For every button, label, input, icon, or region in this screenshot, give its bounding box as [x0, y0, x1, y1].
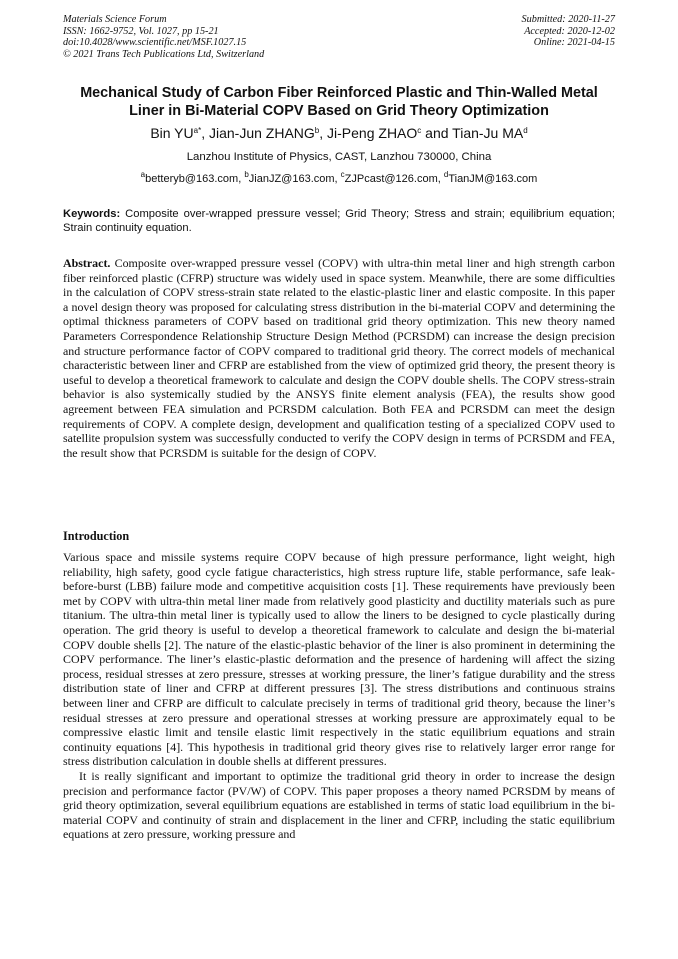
author-name: Tian-Ju MA: [452, 125, 524, 141]
intro-paragraph: It is really significant and important to optimize the traditional grid theory in order to increase the design precision and performance factor (PV/W) of COPV. This paper proposes a theory named PCRSDM by means of grid theory optimization, several equilibrium equations are established in terms of static load equilibrium in the bi-material COPV and continuity of strain and displacement in the liner and CFRP, including the static equilibrium equations at zero pressure, working pressure and: [63, 768, 615, 842]
intro-paragraph: Various space and missile systems require COPV because of high pressure performance, light weight, high reliability, high safety, good cycle fatigue characteristics, high stress rupture life, stable performance, safe leak-before-burst (LBB) failure mode and competitive acquisition costs [1]. These requirements have previously been met by COPV with ultra-thin metal liner made from relatively good plasticity and ductility materials such as pure titanium. The ultra-thin metal liner is typically used to allow the liners to be designed to cycle plastically during operation. The grid theory is useful to develop a theoretical framework to calculate and design the bi-material COPV double shells [2]. The nature of the elastic-plastic behavior of the liner is also prominent in determining the COPV performance. The liner’s elastic-plastic deformation and the presence of hardening will affect the sizing process, residual stresses at zero pressure, stresses at working pressure, the liner’s fatigue durability and the stress distribution state of liner and CFRP at different pressures [3]. The stress distributions and continuous strains between liner and CFRP are difficult to calculate precisely in terms of traditional grid theory, because the liner’s residual stresses at zero pressure and operational stresses at working pressure are approximately equal to be compressive elastic limit and tensile elastic limit respectively in the static equilibrium equations and strain continuity equations [4]. This hypothesis in traditional grid theory gives rise to relatively larger error range for stress distribution calculation in double shells at different pressures.: [63, 550, 615, 769]
author-affil-mark: a*: [193, 126, 202, 135]
submitted-date: Submitted: 2020-11-27: [521, 14, 615, 25]
journal-doi: doi:10.4028/www.scientific.net/MSF.1027.15: [63, 37, 247, 49]
journal-name: Materials Science Forum: [63, 14, 167, 25]
email-address: betteryb@163.com,: [145, 173, 245, 185]
journal-issn: ISSN: 1662-9752, Vol. 1027, pp 15-21: [63, 25, 219, 37]
affiliation: Lanzhou Institute of Physics, CAST, Lanzhou 730000, China: [186, 151, 492, 163]
email-mark: c: [340, 170, 345, 179]
author-name: Jian-Jun ZHANG: [208, 125, 315, 141]
email-mark: b: [244, 170, 249, 179]
keywords-text: Composite over-wrapped pressure vessel; Grid Theory; Stress and strain; equilibrium equation; Strain continuity equation.: [63, 208, 615, 235]
introduction-body: [63, 550, 615, 842]
email-address: ZJPcast@126.com,: [344, 173, 444, 185]
journal-info: [63, 14, 264, 60]
author-separator: ,: [201, 125, 209, 141]
journal-copyright: © 2021 Trans Tech Publications Ltd, Switzerland: [63, 48, 265, 60]
paper-title: Mechanical Study of Carbon Fiber Reinforced Plastic and Thin-Walled Metal Liner in Bi-Material COPV Based on Grid Theory Optimization: [80, 85, 598, 119]
author-affil-mark: c: [417, 126, 422, 135]
abstract-block: [63, 256, 615, 460]
online-date: Online: 2021-04-15: [533, 37, 615, 49]
keywords-label: Keywords:: [63, 208, 121, 220]
email-mark: d: [443, 170, 449, 179]
keywords-block: [63, 207, 615, 236]
email-address: TianJM@163.com: [448, 173, 538, 185]
email-address: JianJZ@163.com,: [248, 173, 341, 185]
author-separator: and: [421, 125, 453, 141]
author-separator: ,: [319, 125, 328, 141]
author-affil-mark: d: [523, 126, 528, 135]
author-name: Bin YU: [150, 125, 194, 141]
abstract-text: Composite over-wrapped pressure vessel (COPV) with ultra-thin metal liner and high strength carbon fiber reinforced plastic (CFRP) structure was widely used in space system. Meanwhile, there are some difficulties in the calculation of COPV stress-strain state related to the elastic-plastic liner and elastic composite. In this paper a novel design theory was proposed for calculating stress distribution in the bi-material COPV and determining the optimal thickness parameters of COPV based on traditional grid theory optimization. This new theory named Parameters Correspondence Relationship Structure Design Method (PCRSDM) can increase the design precision and structure performance factor of COPV compared to traditional grid theory. The correct models of mechanical characteristic between liner and CFRP are established from the view of optimized grid theory, the present theory is useful to develop a theoretical framework to calculate and design the COPV double shells. The COPV stress-strain behavior is also systemically studied by the ANSYS finite element analysis (FEA), the results show good agreement between FEA simulation and PCRSDM calculation. Both FEA and PCRSDM can meet the design requirements of COPV. A complete design, development and qualification testing of a specialized COPV used to satellite propulsion system was successfully conducted to verify the COPV design in terms of PCRSDM and FEA, the result show that PCRSDM is suitable for the design of COPV.: [63, 256, 615, 460]
author-list: [63, 124, 615, 142]
submission-dates: [522, 14, 615, 49]
author-affil-mark: b: [314, 126, 320, 135]
email-mark: a: [140, 170, 146, 179]
accepted-date: Accepted: 2020-12-02: [524, 25, 615, 37]
abstract-label: Abstract.: [63, 256, 111, 270]
author-name: Ji-Peng ZHAO: [327, 125, 418, 141]
author-emails: [63, 172, 615, 186]
section-heading-introduction: Introduction: [63, 529, 130, 543]
